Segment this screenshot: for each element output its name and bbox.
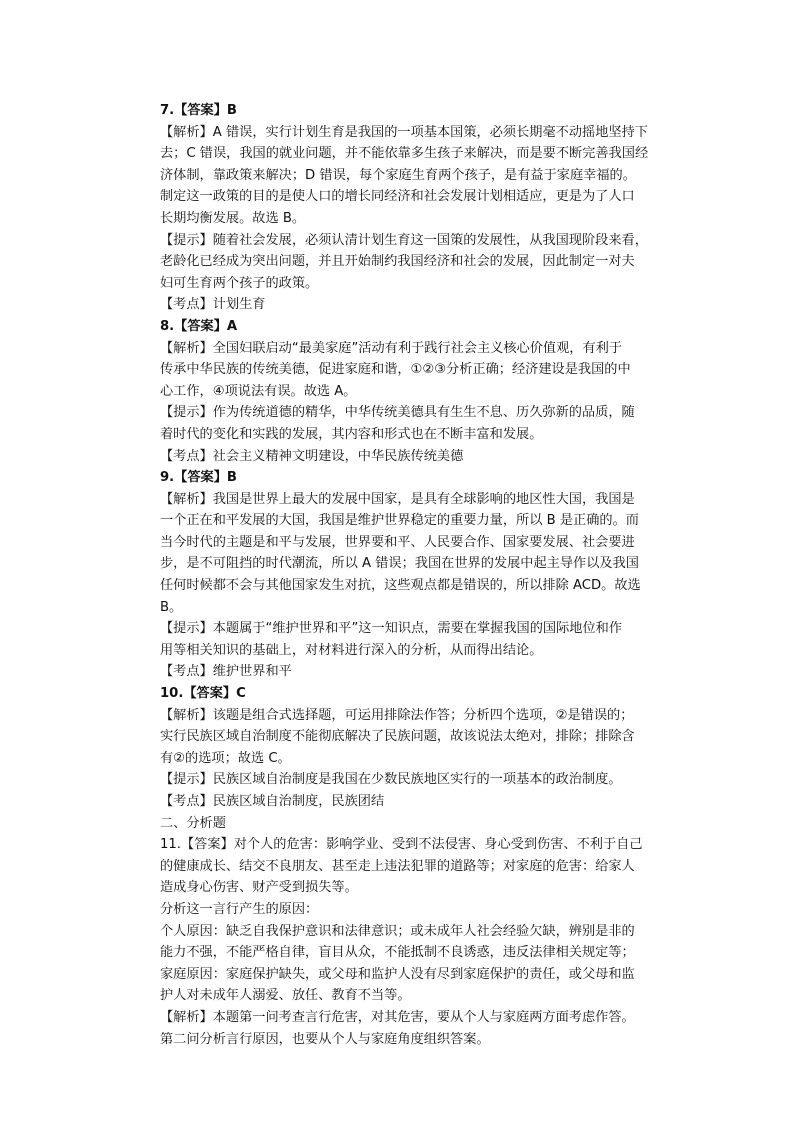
q8-topic: 【考点】社会主义精神文明建设，中华民族传统美德 — [160, 448, 464, 464]
text-line: 有②的选项；故选 C。 — [160, 750, 291, 766]
text-line: 造成身心伤害、财产受到损失等。 — [160, 880, 358, 896]
text-line: 济体制，靠政策来解决；D 错误，每个家庭生育两个孩子，是有益于家庭幸福的。 — [160, 167, 636, 183]
q9-hint: 【提示】本题属于“维护世界和平”这一知识点，需要在掌握我国的国际地位和作 — [160, 621, 623, 637]
answer-text-block — [160, 100, 660, 1050]
text-line: 分析这一言行产生的原因： — [160, 901, 319, 917]
q8-hint: 【提示】作为传统道德的精华，中华传统美德具有生生不息、历久弥新的品质，随 — [160, 405, 635, 421]
text-line: 着时代的变化和实践的发展，其内容和形式也在不断丰富和发展。 — [160, 426, 543, 442]
text-line: 个人原因：缺乏自我保护意识和法律意识；或未成年人社会经验欠缺，辨别是非的 — [160, 923, 635, 939]
text-line: 步，是不可阻挡的时代潮流，所以 A 错误；我国在世界的发展中起主导作以及我国 — [160, 556, 639, 572]
text-line: 传承中华民族的传统美德，促进家庭和谐，①②③分析正确；经济建设是我国的中 — [160, 362, 631, 378]
text-line: 家庭原因：家庭保护缺失，或父母和监护人没有尽到家庭保护的责任，或父母和监 — [160, 966, 635, 982]
q11-answer: 11.【答案】对个人的危害：影响学业、受到不法侵害、身心受到伤害、不利于自己 — [160, 837, 643, 853]
text-line: B。 — [160, 599, 183, 615]
text-line: 的健康成长、结交不良朋友、甚至走上违法犯罪的道路等；对家庭的危害：给家人 — [160, 858, 635, 874]
text-line: 长期均衡发展。故选 B。 — [160, 210, 306, 226]
text-line: 老龄化已经成为突出问题，并且开始制约我国经济和社会的发展，因此制定一对夫 — [160, 254, 635, 270]
text-line: 制定这一政策的目的是使人口的增长同经济和社会发展计划相适应，更是为了人口 — [160, 189, 635, 205]
text-line: 心工作，④项说法有误。故选 A。 — [160, 383, 357, 399]
q10-answer: 10.【答案】C — [160, 686, 246, 702]
text-line: 任何时候都不会与其他国家发生对抗，这些观点都是错误的，所以排除 ACD。故选 — [160, 578, 641, 594]
q10-topic: 【考点】民族区域自治制度，民族团结 — [160, 794, 385, 809]
text-line: 第二问分析言行原因，也要从个人与家庭角度组织答案。 — [160, 1031, 490, 1047]
q8-answer: 8.【答案】A — [160, 318, 238, 334]
section-heading: 二、分析题 — [160, 815, 226, 831]
text-line: 用等相关知识的基础上，对材料进行深入的分析，从而得出结论。 — [160, 642, 543, 658]
q7-hint: 【提示】随着社会发展，必须认清计划生育这一国策的发展性，从我国现阶段来看， — [160, 232, 648, 248]
text-line: 妇可生育两个孩子的政策。 — [160, 275, 319, 291]
q7-topic: 【考点】计划生育 — [160, 297, 266, 313]
q8-analysis: 【解析】全国妇联启动“最美家庭”活动有利于践行社会主义核心价值观，有利于 — [160, 340, 623, 356]
q10-hint: 【提示】民族区域自治制度是我国在少数民族地区实行的一项基本的政治制度。 — [160, 772, 622, 788]
q9-answer: 9.【答案】B — [160, 470, 237, 486]
q7-answer: 7.【答案】B — [160, 103, 237, 118]
q11-analysis: 【解析】本题第一问考查言行危害，对其危害，要从个人与家庭两方面考虑作答。 — [160, 1009, 635, 1025]
q7-analysis: 【解析】A 错误，实行计划生育是我国的一项基本国策，必须长期毫不动摇地坚持下 — [160, 124, 648, 140]
text-line: 护人对未成年人溺爱、放任、教育不当等。 — [160, 988, 411, 1004]
text-line: 一个正在和平发展的大国，我国是维护世界稳定的重要力量，所以 B 是正确的。而 — [160, 513, 639, 529]
text-line: 能力不强，不能严格自律，盲目从众，不能抵制不良诱惑，违反法律相关规定等； — [160, 945, 635, 961]
text-line: 当今时代的主题是和平与发展，世界要和平、人民要合作、国家要发展、社会要进 — [160, 534, 635, 550]
text-line: 实行民族区域自治制度不能彻底解决了民族问题，故该说法太绝对，排除；排除含 — [160, 729, 635, 745]
q9-topic: 【考点】维护世界和平 — [160, 664, 292, 680]
text-line: 去；C 错误，我国的就业问题，并不能依靠多生孩子来解决，而是要不断完善我国经 — [160, 146, 649, 162]
q10-analysis: 【解析】该题是组合式选择题，可运用排除法作答；分析四个选项，②是错误的； — [160, 707, 634, 723]
q9-analysis: 【解析】我国是世界上最大的发展中国家，是具有全球影响的地区性大国，我国是 — [160, 491, 635, 507]
